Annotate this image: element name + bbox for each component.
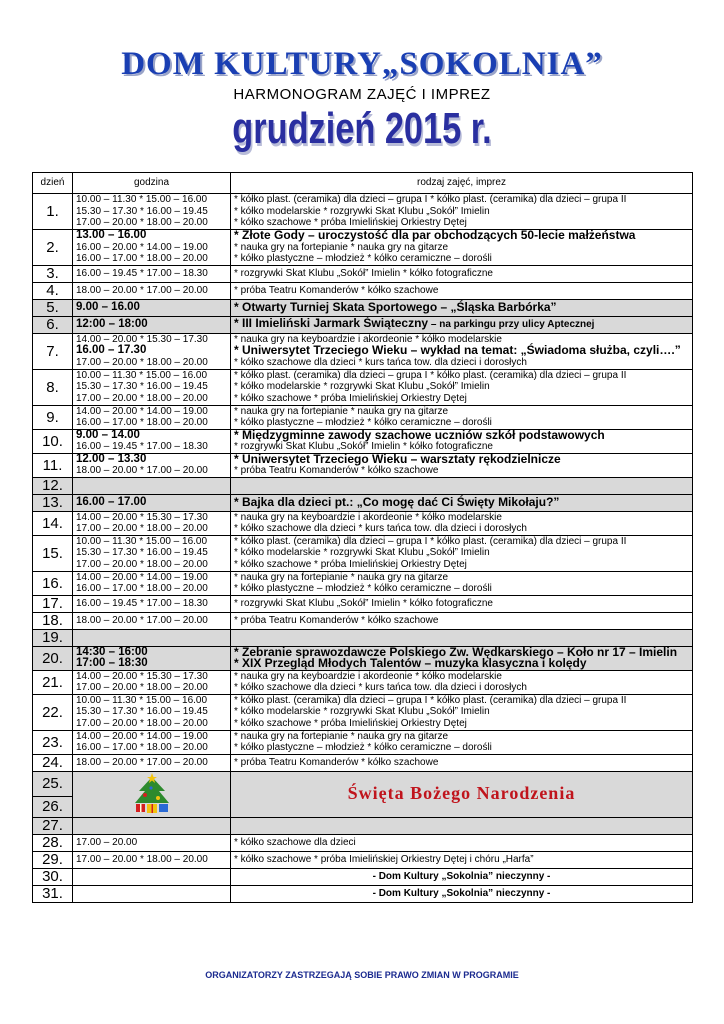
hours-cell xyxy=(73,535,231,571)
event-line: * kółko szachowe dla dzieci * kurs tańca tow. dla dzieci i dorosłych xyxy=(234,682,527,693)
hour-line: 18.00 – 20.00 * 17.00 – 20.00 xyxy=(76,756,208,768)
event-line: * rozgrywki Skat Klubu „Sokół” Imielin * kółko fotograficzne xyxy=(234,441,493,452)
table-row xyxy=(33,194,693,230)
day-cell: 20. xyxy=(33,646,73,670)
hour-line: 17.00 – 20.00 * 18.00 – 20.00 xyxy=(76,717,208,729)
hour-line: 16.00 – 19.45 * 17.00 – 18.30 xyxy=(76,441,208,452)
event-line: * kółko modelarskie * rozgrywki Skat Klubu „Sokół” Imielin xyxy=(234,381,490,393)
schedule-body xyxy=(33,194,693,903)
hours-cell xyxy=(73,194,231,230)
events-cell xyxy=(231,595,693,612)
hour-line: 15.30 – 17.30 * 16.00 – 19.45 xyxy=(76,706,208,718)
day-cell: 1. xyxy=(33,194,73,230)
day-cell: 19. xyxy=(33,629,73,646)
hours-cell xyxy=(73,369,231,405)
event-line: * kółko szachowe * próba Imielińskiej Orkiestry Dętej xyxy=(234,558,467,570)
event-line: * kółko plastyczne – młodzież * kółko ceramiczne – dorośli xyxy=(234,742,492,753)
day-cell: 29. xyxy=(33,851,73,868)
day-cell: 21. xyxy=(33,670,73,694)
table-row xyxy=(33,851,693,868)
day-cell: 7. xyxy=(33,333,73,369)
hour-line: 17.00 – 20.00 * 18.00 – 20.00 xyxy=(76,356,208,368)
header-hour: godzina xyxy=(73,173,231,194)
hours-cell xyxy=(73,817,231,834)
table-row xyxy=(33,230,693,266)
table-row xyxy=(33,754,693,771)
header-type: rodzaj zajęć, imprez xyxy=(231,173,693,194)
event-line: * Zebranie sprawozdawcze Polskiego Zw. Wędkarskiego – Koło nr 17 – Imielin xyxy=(234,646,678,659)
table-row xyxy=(33,494,693,511)
events-cell xyxy=(231,453,693,477)
day-cell: 13. xyxy=(33,494,73,511)
event-line: * kółko plast. (ceramika) dla dzieci – grupa I * kółko plast. (ceramika) dla dzieci – grupa II xyxy=(234,535,627,547)
table-row xyxy=(33,299,693,316)
hour-line: 16.00 – 17.00 * 18.00 – 20.00 xyxy=(76,417,208,428)
table-row xyxy=(33,333,693,369)
events-cell xyxy=(231,282,693,299)
events-cell xyxy=(231,851,693,868)
hour-line: 15.30 – 17.30 * 16.00 – 19.45 xyxy=(76,547,208,559)
hours-cell xyxy=(73,694,231,730)
hours-cell xyxy=(73,730,231,754)
table-row xyxy=(33,771,693,796)
hours-cell xyxy=(73,265,231,282)
event-line: * próba Teatru Komanderów * kółko szachowe xyxy=(234,756,439,768)
hour-line: 17:00 – 18:30 xyxy=(76,657,148,669)
event-line: * kółko szachowe dla dzieci * kurs tańca tow. dla dzieci i dorosłych xyxy=(234,356,527,368)
hour-line: 14.00 – 20.00 * 15.30 – 17.30 xyxy=(76,670,208,682)
hours-cell xyxy=(73,670,231,694)
event-line: * Międzygminne zawody szachowe uczniów szkół podstawowych xyxy=(234,429,605,442)
hours-cell xyxy=(73,851,231,868)
event-line: * kółko plast. (ceramika) dla dzieci – grupa I * kółko plast. (ceramika) dla dzieci – grupa II xyxy=(234,194,627,206)
hour-line: 12.00 – 13.30 xyxy=(76,453,147,465)
events-cell xyxy=(231,494,693,511)
event-line: * nauka gry na fortepianie * nauka gry na gitarze xyxy=(234,730,449,742)
hour-line: 14.00 – 20.00 * 14.00 – 19.00 xyxy=(76,405,208,417)
events-cell xyxy=(231,834,693,851)
hour-line: 16.00 – 20.00 * 14.00 – 19.00 xyxy=(76,241,208,253)
day-cell: 15. xyxy=(33,535,73,571)
hour-line: 16.00 – 19.45 * 17.00 – 18.30 xyxy=(76,267,208,279)
hours-cell xyxy=(73,885,231,902)
hour-line: 9.00 – 14.00 xyxy=(76,429,140,441)
hours-cell xyxy=(73,646,231,670)
hour-line: 10.00 – 11.30 * 15.00 – 16.00 xyxy=(76,694,208,706)
hours-cell xyxy=(73,282,231,299)
table-row xyxy=(33,535,693,571)
hour-line: 14:30 – 16:00 xyxy=(76,646,148,658)
events-cell xyxy=(231,194,693,230)
event-line xyxy=(234,318,689,331)
day-cell: 24. xyxy=(33,754,73,771)
events-cell xyxy=(231,571,693,595)
hour-line: 16.00 – 17.00 * 18.00 – 20.00 xyxy=(76,253,208,264)
events-cell xyxy=(231,817,693,834)
hour-line: 16.00 – 17.00 * 18.00 – 20.00 xyxy=(76,583,208,594)
events-cell xyxy=(231,316,693,333)
hour-line: 16.00 – 17.00 xyxy=(76,495,147,508)
hours-cell xyxy=(73,453,231,477)
hour-line: 17.00 – 20.00 * 18.00 – 20.00 xyxy=(76,682,208,693)
footer-note: ORGANIZATORZY ZASTRZEGAJĄ SOBIE PRAWO ZMIAN W PROGRAMIE xyxy=(205,970,519,980)
hour-line: 10.00 – 11.30 * 15.00 – 16.00 xyxy=(76,535,208,547)
table-row xyxy=(33,612,693,629)
day-cell: 8. xyxy=(33,369,73,405)
hours-cell xyxy=(73,477,231,494)
events-cell xyxy=(231,646,693,670)
hours-cell xyxy=(73,612,231,629)
closed-notice: - Dom Kultury „Sokolnia” nieczynny - xyxy=(231,868,693,885)
day-cell: 14. xyxy=(33,511,73,535)
table-row xyxy=(33,316,693,333)
month-heading: grudzień 2015 r. xyxy=(232,104,492,153)
schedule-table xyxy=(32,172,693,903)
day-cell: 2. xyxy=(33,230,73,266)
table-row xyxy=(33,670,693,694)
table-row xyxy=(33,646,693,670)
event-line: * kółko modelarskie * rozgrywki Skat Klubu „Sokół” Imielin xyxy=(234,706,490,718)
hour-line: 9.00 – 16.00 xyxy=(76,300,140,313)
hour-line: 17.00 – 20.00 * 18.00 – 20.00 xyxy=(76,523,208,534)
table-row xyxy=(33,629,693,646)
hour-line: 15.30 – 17.30 * 16.00 – 19.45 xyxy=(76,381,208,393)
event-line: * kółko szachowe dla dzieci xyxy=(234,836,356,848)
header-day: dzień xyxy=(33,173,73,194)
events-cell xyxy=(231,511,693,535)
event-line: * nauka gry na fortepianie * nauka gry na gitarze xyxy=(234,241,449,253)
event-line: * kółko szachowe * próba Imielińskiej Orkiestry Dętej i chóru „Harfa” xyxy=(234,853,534,865)
hour-line: 12:00 – 18:00 xyxy=(76,317,148,330)
day-cell: 10. xyxy=(33,429,73,453)
day-cell: 22. xyxy=(33,694,73,730)
hour-line: 18.00 – 20.00 * 17.00 – 20.00 xyxy=(76,614,208,626)
day-cell: 17. xyxy=(33,595,73,612)
event-line: * Bajka dla dzieci pt.: „Co mogę dać Ci Święty Mikołaju?” xyxy=(234,494,560,509)
event-line: * kółko plastyczne – młodzież * kółko ceramiczne – dorośli xyxy=(234,417,492,428)
hour-line: 17.00 – 20.00 * 18.00 – 20.00 xyxy=(76,392,208,404)
day-cell: 4. xyxy=(33,282,73,299)
day-cell: 5. xyxy=(33,299,73,316)
hour-line: 16.00 – 17.30 xyxy=(76,344,147,357)
day-cell: 16. xyxy=(33,571,73,595)
event-line: * kółko plast. (ceramika) dla dzieci – grupa I * kółko plast. (ceramika) dla dzieci – grupa II xyxy=(234,369,627,381)
event-line: * kółko plastyczne – młodzież * kółko ceramiczne – dorośli xyxy=(234,253,492,264)
event-line: * nauka gry na fortepianie * nauka gry na gitarze xyxy=(234,571,449,583)
events-cell xyxy=(231,670,693,694)
hour-line: 16.00 – 17.00 * 18.00 – 20.00 xyxy=(76,742,208,753)
hours-cell xyxy=(73,230,231,266)
event-line: * kółko szachowe * próba Imielińskiej Orkiestry Dętej xyxy=(234,717,467,729)
table-row xyxy=(33,282,693,299)
event-title: * III Imieliński Jarmark Świąteczny xyxy=(234,316,429,331)
table-row xyxy=(33,369,693,405)
events-cell xyxy=(231,477,693,494)
events-cell xyxy=(231,299,693,316)
event-line: * Złote Gody – uroczystość dla par obchodzących 50-lecie małżeństwa xyxy=(234,229,636,242)
christmas-tree-icon xyxy=(127,773,177,815)
table-row xyxy=(33,405,693,429)
table-row xyxy=(33,885,693,902)
hours-cell xyxy=(73,316,231,333)
event-line: * Uniwersytet Trzeciego Wieku – warsztaty rękodzielnicze xyxy=(234,453,561,466)
event-line: * Uniwersytet Trzeciego Wieku – wykład na temat: „Świadoma służba, czyli….” xyxy=(234,343,681,358)
hour-line: 18.00 – 20.00 * 17.00 – 20.00 xyxy=(76,284,208,296)
day-cell: 12. xyxy=(33,477,73,494)
events-cell xyxy=(231,405,693,429)
table-row xyxy=(33,834,693,851)
event-line: * rozgrywki Skat Klubu „Sokół” Imielin * kółko fotograficzne xyxy=(234,597,493,609)
holiday-label: Święta Bożego Narodzenia xyxy=(231,771,693,817)
event-location: – na parkingu przy ulicy Aptecznej xyxy=(430,319,595,331)
day-cell: 26. xyxy=(33,796,73,817)
hour-line: 17.00 – 20.00 * 18.00 – 20.00 xyxy=(76,217,208,229)
hour-line: 17.00 – 20.00 xyxy=(76,836,138,848)
day-cell: 3. xyxy=(33,265,73,282)
events-cell xyxy=(231,612,693,629)
hour-line: 14.00 – 20.00 * 15.30 – 17.30 xyxy=(76,511,208,523)
hour-line: 16.00 – 19.45 * 17.00 – 18.30 xyxy=(76,597,208,609)
event-line: * próba Teatru Komanderów * kółko szachowe xyxy=(234,614,439,626)
hour-line: 10.00 – 11.30 * 15.00 – 16.00 xyxy=(76,194,208,206)
table-row xyxy=(33,571,693,595)
event-line: * Otwarty Turniej Skata Sportowego – „Śląska Barbórka” xyxy=(234,299,557,314)
day-cell: 9. xyxy=(33,405,73,429)
events-cell xyxy=(231,694,693,730)
hours-cell xyxy=(73,511,231,535)
table-row xyxy=(33,265,693,282)
page-title: DOM KULTURY„SOKOLNIA” xyxy=(121,46,603,82)
hours-cell xyxy=(73,405,231,429)
events-cell xyxy=(231,754,693,771)
day-cell: 11. xyxy=(33,453,73,477)
page-subtitle: HARMONOGRAM ZAJĘĆ I IMPREZ xyxy=(233,86,491,103)
hour-line: 17.00 – 20.00 * 18.00 – 20.00 xyxy=(76,853,208,865)
hour-line: 14.00 – 20.00 * 14.00 – 19.00 xyxy=(76,571,208,583)
event-line: * kółko plastyczne – młodzież * kółko ceramiczne – dorośli xyxy=(234,583,492,594)
day-cell: 18. xyxy=(33,612,73,629)
event-line: * rozgrywki Skat Klubu „Sokół” Imielin * kółko fotograficzne xyxy=(234,267,493,279)
day-cell: 6. xyxy=(33,316,73,333)
table-row xyxy=(33,868,693,885)
table-row xyxy=(33,511,693,535)
hour-line: 14.00 – 20.00 * 15.30 – 17.30 xyxy=(76,333,208,345)
event-line: * XIX Przegląd Młodych Talentów – muzyka klasyczna i kolędy xyxy=(234,656,587,670)
hours-cell xyxy=(73,629,231,646)
event-line: * kółko modelarskie * rozgrywki Skat Klubu „Sokół” Imielin xyxy=(234,205,490,217)
hours-cell xyxy=(73,429,231,453)
event-line: * kółko plast. (ceramika) dla dzieci – grupa I * kółko plast. (ceramika) dla dzieci – grupa II xyxy=(234,694,627,706)
events-cell xyxy=(231,369,693,405)
hours-cell xyxy=(73,571,231,595)
table-header-row xyxy=(33,173,693,194)
event-line: * kółko szachowe * próba Imielińskiej Orkiestry Dętej xyxy=(234,217,467,229)
hours-cell xyxy=(73,494,231,511)
hours-cell xyxy=(73,834,231,851)
hours-cell xyxy=(73,754,231,771)
hour-line: 14.00 – 20.00 * 14.00 – 19.00 xyxy=(76,730,208,742)
hours-cell xyxy=(73,299,231,316)
event-line: * nauka gry na keyboardzie i akordeonie * kółko modelarskie xyxy=(234,670,502,682)
event-line: * próba Teatru Komanderów * kółko szachowe xyxy=(234,284,439,296)
day-cell: 25. xyxy=(33,771,73,796)
table-row xyxy=(33,477,693,494)
day-cell: 31. xyxy=(33,885,73,902)
events-cell xyxy=(231,730,693,754)
events-cell xyxy=(231,333,693,369)
table-row xyxy=(33,595,693,612)
hour-line: 17.00 – 20.00 * 18.00 – 20.00 xyxy=(76,558,208,570)
hour-line: 15.30 – 17.30 * 16.00 – 19.45 xyxy=(76,205,208,217)
events-cell xyxy=(231,265,693,282)
event-line: * próba Teatru Komanderów * kółko szachowe xyxy=(234,465,439,476)
hours-cell xyxy=(73,868,231,885)
holiday-tree-cell xyxy=(73,771,231,817)
event-line: * nauka gry na keyboardzie i akordeonie * kółko modelarskie xyxy=(234,333,502,345)
event-line: * kółko modelarskie * rozgrywki Skat Klubu „Sokół” Imielin xyxy=(234,547,490,559)
events-cell xyxy=(231,535,693,571)
event-line: * nauka gry na fortepianie * nauka gry na gitarze xyxy=(234,405,449,417)
event-line: * kółko szachowe dla dzieci * kurs tańca tow. dla dzieci i dorosłych xyxy=(234,523,527,534)
table-row xyxy=(33,453,693,477)
event-line: * nauka gry na keyboardzie i akordeonie * kółko modelarskie xyxy=(234,511,502,523)
events-cell xyxy=(231,629,693,646)
day-cell: 28. xyxy=(33,834,73,851)
table-row xyxy=(33,694,693,730)
day-cell: 23. xyxy=(33,730,73,754)
table-row xyxy=(33,817,693,834)
hour-line: 18.00 – 20.00 * 17.00 – 20.00 xyxy=(76,465,208,476)
hour-line: 10.00 – 11.30 * 15.00 – 16.00 xyxy=(76,369,208,381)
hours-cell xyxy=(73,595,231,612)
table-row xyxy=(33,730,693,754)
day-cell: 27. xyxy=(33,817,73,834)
events-cell xyxy=(231,230,693,266)
closed-notice: - Dom Kultury „Sokolnia” nieczynny - xyxy=(231,885,693,902)
day-cell: 30. xyxy=(33,868,73,885)
event-line: * kółko szachowe * próba Imielińskiej Orkiestry Dętej xyxy=(234,392,467,404)
events-cell xyxy=(231,429,693,453)
hour-line: 13.00 – 16.00 xyxy=(76,229,147,241)
hours-cell xyxy=(73,333,231,369)
table-row xyxy=(33,429,693,453)
